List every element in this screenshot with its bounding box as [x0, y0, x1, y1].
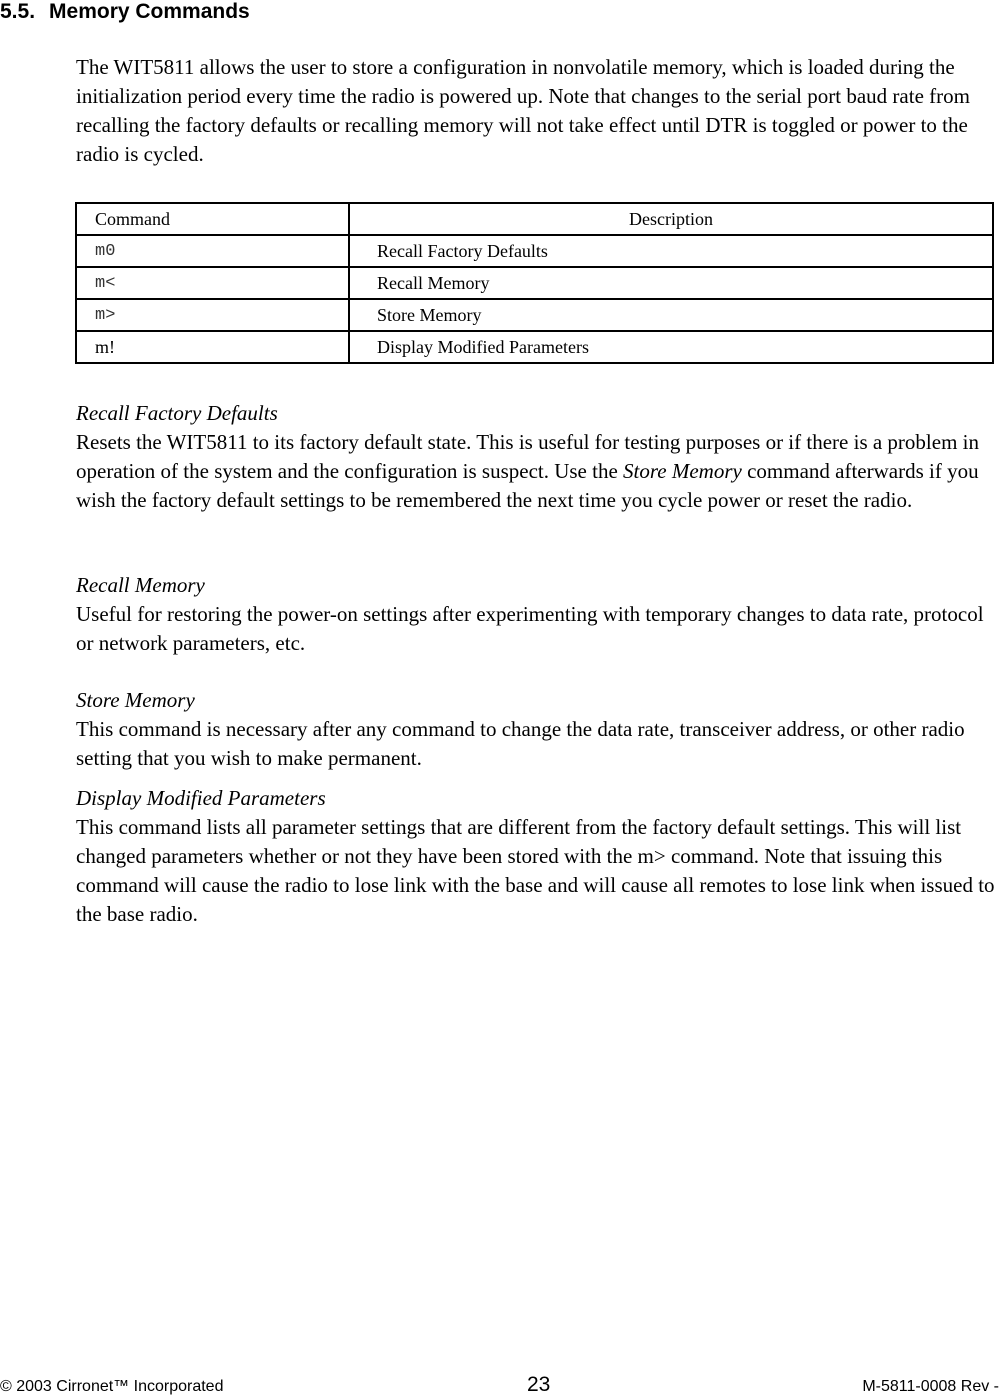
section-heading — [0, 0, 250, 24]
footer-copyright: © 2003 Cirronet™ Incorporated — [0, 1378, 224, 1395]
footer-doc-id: M-5811-0008 Rev - — [862, 1378, 999, 1395]
description-cell: Recall Memory — [349, 267, 993, 299]
table-row — [76, 267, 993, 299]
recall-memory-text: Useful for restoring the power-on settings after experimenting with temporary changes to data rate, protocol or network parameters, etc. — [76, 602, 984, 655]
page-number: 23 — [527, 1373, 551, 1396]
store-memory-text: This command is necessary after any command to change the data rate, transceiver address, or other radio setting that you wish to make permanent. — [76, 717, 965, 770]
display-modified-text: This command lists all parameter settings that are different from the factory default settings. This will list changed parameters whether or not they have been stored with the m> command. Note that issuing this command will cause the radio to lose link with the base and will cause all remotes to lose link when issued to the base radio. — [76, 815, 995, 926]
recall-factory-title: Recall Factory Defaults — [76, 401, 278, 425]
description-column-header: Description — [349, 203, 993, 235]
command-cell: m> — [76, 299, 349, 331]
table-row — [76, 235, 993, 267]
display-modified-section — [76, 784, 1003, 929]
store-memory-emphasis: Store Memory — [623, 459, 742, 483]
table-row — [76, 299, 993, 331]
command-cell: m0 — [76, 235, 349, 267]
recall-memory-section — [76, 571, 1003, 658]
description-cell: Recall Factory Defaults — [349, 235, 993, 267]
table-header-row — [76, 203, 993, 235]
description-cell: Store Memory — [349, 299, 993, 331]
display-modified-title: Display Modified Parameters — [76, 786, 326, 810]
table-row — [76, 331, 993, 363]
store-memory-section — [76, 686, 1003, 773]
recall-factory-text: Resets the WIT5811 to its factory default state. This is useful for testing purposes or if there is a problem in operation of the system and the configuration is suspect. Use the Store Memory command afterwards if you wish the factory default settings to be remembered the next time you cycle power or reset the radio. — [76, 430, 979, 512]
memory-commands-table — [75, 202, 994, 364]
store-memory-title: Store Memory — [76, 688, 195, 712]
command-cell: m< — [76, 267, 349, 299]
intro-paragraph: The WIT5811 allows the user to store a configuration in nonvolatile memory, which is loaded during the initialization period every time the radio is powered up. Note that changes to the serial port baud rate from recalling the factory defaults or recalling memory will not take effect until DTR is toggled or power to the radio is cycled. — [76, 55, 970, 166]
command-cell: m! — [76, 331, 349, 363]
recall-memory-title: Recall Memory — [76, 573, 205, 597]
recall-factory-section — [76, 399, 1003, 515]
section-title: Memory Commands — [49, 0, 250, 23]
command-column-header: Command — [76, 203, 349, 235]
description-cell: Display Modified Parameters — [349, 331, 993, 363]
section-number: 5.5. — [0, 0, 36, 23]
